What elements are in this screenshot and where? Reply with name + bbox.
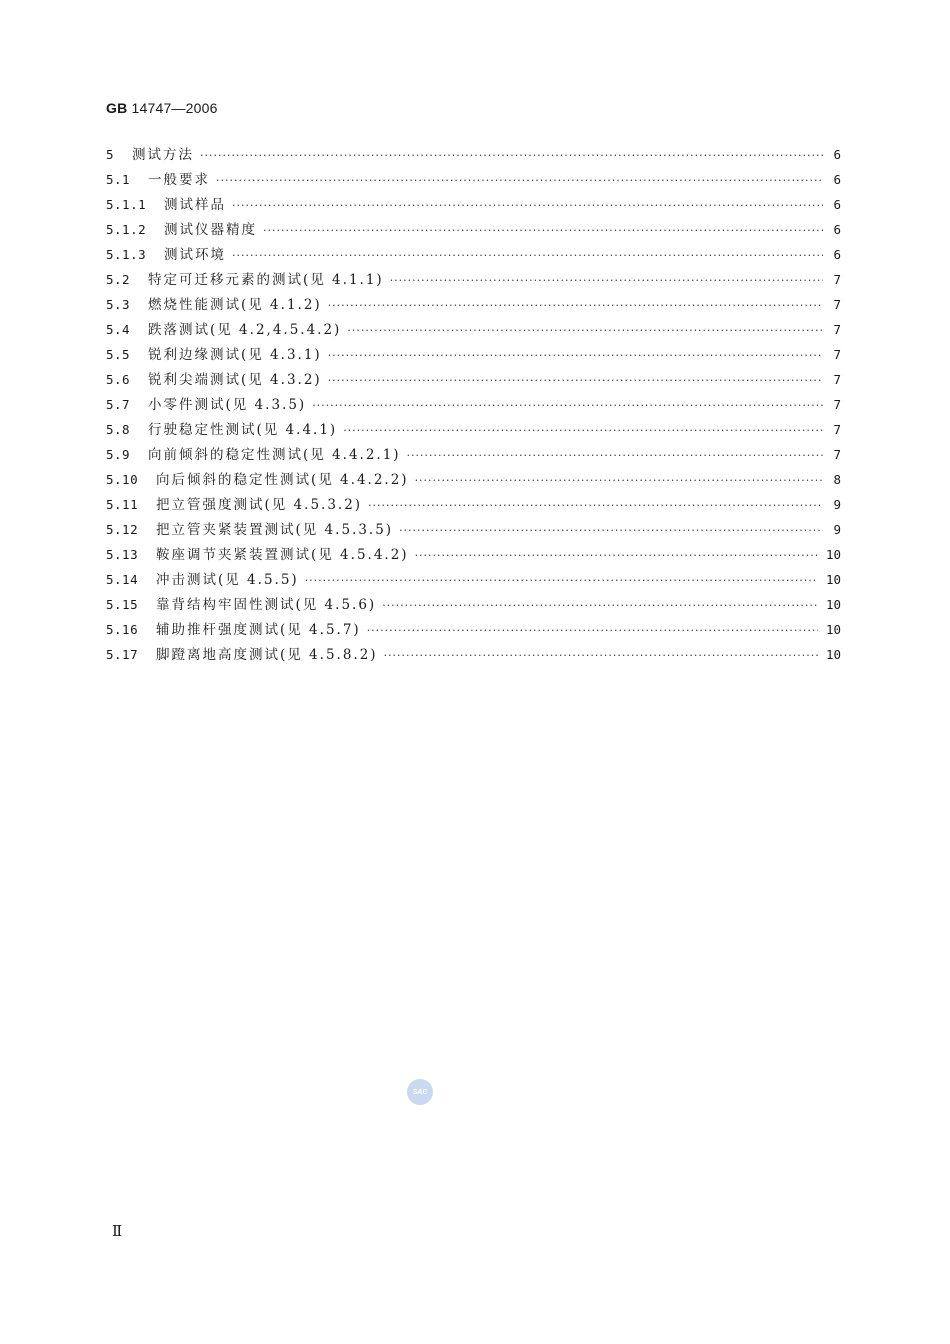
toc-entry[interactable] (106, 217, 841, 242)
toc-entry-page: 7 (833, 397, 841, 412)
toc-entry-page: 10 (825, 597, 841, 612)
toc-leader-dots (368, 493, 823, 518)
toc-entry-number: 5.17 (106, 647, 139, 662)
toc-leader-dots (343, 418, 823, 443)
toc-entry-page: 10 (825, 547, 841, 562)
toc-entry-number: 5 (106, 147, 115, 162)
toc-leader-dots (384, 643, 818, 668)
toc-entry-title: 向后倾斜的稳定性测试(见 4.4.2.2) (156, 472, 409, 488)
toc-entry-number: 5.1.3 (106, 247, 147, 262)
standard-prefix: GB (106, 100, 128, 116)
toc-entry-page: 7 (833, 272, 841, 287)
toc-entry[interactable] (106, 392, 841, 417)
toc-entry[interactable] (106, 192, 841, 217)
sac-watermark-logo (407, 1079, 433, 1105)
toc-entry-title: 把立管强度测试(见 4.5.3.2) (156, 497, 363, 513)
toc-entry-title: 特定可迁移元素的测试(见 4.1.1) (148, 272, 384, 288)
toc-leader-dots (232, 193, 823, 218)
toc-leader-dots (232, 243, 823, 268)
toc-entry-title: 小零件测试(见 4.3.5) (148, 397, 307, 413)
toc-entry-page: 10 (825, 622, 841, 637)
toc-leader-dots (312, 393, 823, 418)
toc-entry-title: 测试仪器精度 (164, 222, 257, 238)
table-of-contents (106, 142, 841, 667)
toc-leader-dots (415, 468, 823, 493)
toc-entry-page: 6 (833, 197, 841, 212)
toc-entry-title: 一般要求 (148, 172, 210, 188)
toc-entry-number: 5.14 (106, 572, 139, 587)
toc-entry-page: 6 (833, 172, 841, 187)
toc-entry-number: 5.10 (106, 472, 139, 487)
toc-entry-number: 5.11 (106, 497, 139, 512)
toc-entry-page: 10 (825, 647, 841, 662)
toc-entry-title: 跌落测试(见 4.2,4.5.4.2) (148, 322, 342, 338)
toc-leader-dots (415, 543, 818, 568)
toc-entry[interactable] (106, 592, 841, 617)
document-header (106, 100, 218, 116)
toc-entry-title: 测试样品 (164, 197, 226, 213)
toc-entry-number: 5.7 (106, 397, 131, 412)
toc-entry[interactable] (106, 242, 841, 267)
toc-leader-dots (263, 218, 823, 243)
toc-entry-title: 冲击测试(见 4.5.5) (156, 572, 299, 588)
toc-entry[interactable] (106, 142, 841, 167)
toc-entry-number: 5.1.2 (106, 222, 147, 237)
toc-entry[interactable] (106, 467, 841, 492)
toc-entry-title: 脚蹬离地高度测试(见 4.5.8.2) (156, 647, 378, 663)
toc-entry-number: 5.1 (106, 172, 131, 187)
toc-entry[interactable] (106, 417, 841, 442)
toc-leader-dots (216, 168, 823, 193)
toc-leader-dots (328, 293, 823, 318)
toc-entry-number: 5.9 (106, 447, 131, 462)
toc-entry-page: 7 (833, 422, 841, 437)
toc-entry[interactable] (106, 517, 841, 542)
toc-entry-title: 燃烧性能测试(见 4.1.2) (148, 297, 322, 313)
toc-entry[interactable] (106, 567, 841, 592)
toc-entry-page: 6 (833, 222, 841, 237)
toc-entry-number: 5.16 (106, 622, 139, 637)
toc-entry[interactable] (106, 442, 841, 467)
toc-entry-number: 5.15 (106, 597, 139, 612)
toc-entry-number: 5.5 (106, 347, 131, 362)
toc-entry-number: 5.8 (106, 422, 131, 437)
toc-entry-title: 靠背结构牢固性测试(见 4.5.6) (156, 597, 377, 613)
toc-entry-title: 测试环境 (164, 247, 226, 263)
toc-leader-dots (382, 593, 818, 618)
toc-entry-title: 行驶稳定性测试(见 4.4.1) (148, 422, 338, 438)
toc-entry-number: 5.13 (106, 547, 139, 562)
toc-entry[interactable] (106, 642, 841, 667)
toc-entry-page: 7 (833, 347, 841, 362)
standard-number: 14747—2006 (131, 100, 218, 116)
toc-entry-number: 5.12 (106, 522, 139, 537)
toc-entry[interactable] (106, 342, 841, 367)
toc-entry[interactable] (106, 267, 841, 292)
toc-entry[interactable] (106, 617, 841, 642)
toc-entry[interactable] (106, 317, 841, 342)
toc-entry-title: 锐利边缘测试(见 4.3.1) (148, 347, 322, 363)
toc-entry-page: 9 (833, 497, 841, 512)
toc-entry[interactable] (106, 542, 841, 567)
toc-entry[interactable] (106, 167, 841, 192)
toc-entry-page: 10 (825, 572, 841, 587)
toc-entry-page: 7 (833, 372, 841, 387)
toc-entry-title: 把立管夹紧装置测试(见 4.5.3.5) (156, 522, 394, 538)
toc-entry[interactable] (106, 367, 841, 392)
toc-leader-dots (407, 443, 823, 468)
toc-entry-page: 7 (833, 322, 841, 337)
toc-entry-page: 8 (833, 472, 841, 487)
toc-entry-number: 5.1.1 (106, 197, 147, 212)
toc-entry-page: 6 (833, 147, 841, 162)
toc-entry-number: 5.2 (106, 272, 131, 287)
toc-entry-page: 7 (833, 447, 841, 462)
toc-leader-dots (399, 518, 823, 543)
toc-entry[interactable] (106, 292, 841, 317)
toc-entry-title: 锐利尖端测试(见 4.3.2) (148, 372, 322, 388)
toc-leader-dots (305, 568, 818, 593)
toc-entry-page: 6 (833, 247, 841, 262)
toc-entry[interactable] (106, 492, 841, 517)
toc-entry-title: 鞍座调节夹紧装置测试(见 4.5.4.2) (156, 547, 409, 563)
toc-leader-dots (390, 268, 823, 293)
toc-entry-number: 5.3 (106, 297, 131, 312)
toc-entry-number: 5.4 (106, 322, 131, 337)
toc-entry-title: 测试方法 (132, 147, 194, 163)
toc-entry-number: 5.6 (106, 372, 131, 387)
toc-entry-title: 向前倾斜的稳定性测试(见 4.4.2.1) (148, 447, 401, 463)
toc-leader-dots (200, 143, 823, 168)
toc-leader-dots (328, 368, 823, 393)
toc-leader-dots (347, 318, 823, 343)
toc-entry-title: 辅助推杆强度测试(见 4.5.7) (156, 622, 361, 638)
toc-leader-dots (367, 618, 818, 643)
toc-leader-dots (328, 343, 823, 368)
toc-entry-page: 9 (833, 522, 841, 537)
toc-entry-page: 7 (833, 297, 841, 312)
page-number: Ⅱ (112, 1224, 123, 1240)
watermark-text: SAC (412, 1088, 428, 1096)
